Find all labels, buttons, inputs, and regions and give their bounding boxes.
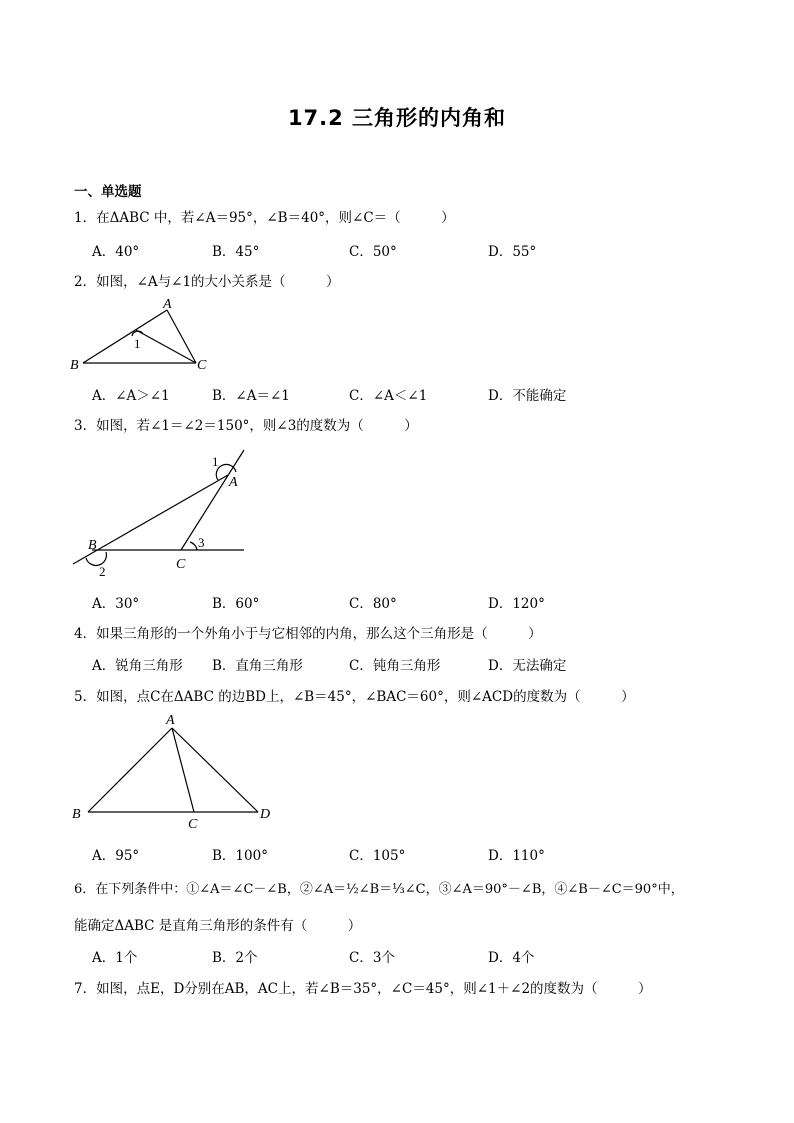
question-6-stem-line2: 能确定ΔABC 是直角三角形的条件有（ ） [74, 918, 362, 934]
question-7-stem: 7．如图，点E，D分别在AB，AC上，若∠B＝35°，∠C＝45°，则∠1＋∠2的度数为（ ） [74, 981, 652, 997]
question-3-stem: 3．如图，若∠1＝∠2＝150°，则∠3的度数为（ ） [74, 418, 418, 434]
question-6-stem: 6．在下列条件中：①∠A＝∠C－∠B，②∠A＝½∠B＝⅓∠C，③∠A＝90°－∠B，④∠B－∠C＝90°中， [74, 882, 684, 897]
q5-option-b: B．100° [212, 848, 268, 864]
q5-label-c: C [188, 817, 198, 832]
q1-option-b: B．45° [212, 244, 260, 260]
q2-option-d: D．不能确定 [488, 388, 567, 404]
q5-label-a: A [166, 713, 175, 728]
q1-option-d: D．55° [488, 244, 537, 260]
q3-label-angle2: 2 [99, 564, 106, 579]
q2-option-a: A．∠A＞∠1 [92, 388, 170, 404]
q6-option-a: A．1个 [92, 950, 138, 966]
section-heading: 一、单选题 [74, 184, 142, 200]
q4-option-b: B．直角三角形 [212, 658, 303, 674]
q2-figure [66, 292, 226, 374]
q5-option-d: D．110° [488, 848, 545, 864]
question-2-stem: 2．如图，∠A与∠1的大小关系是（ ） [74, 274, 340, 290]
q4-option-d: D．无法确定 [488, 658, 567, 674]
q2-option-c: C．∠A＜∠1 [349, 388, 428, 404]
q5-figure [66, 708, 286, 832]
question-5-stem: 5．如图，点C在ΔABC 的边BD上，∠B＝45°，∠BAC＝60°，则∠ACD的度数为（ ） [74, 689, 635, 705]
question-4-stem: 4．如果三角形的一个外角小于与它相邻的内角，那么这个三角形是（ ） [74, 626, 542, 642]
q3-option-d: D．120° [488, 596, 545, 612]
q3-option-a: A．30° [92, 596, 140, 612]
q2-label-c: C [197, 358, 207, 373]
q3-option-b: B．60° [212, 596, 260, 612]
q2-label-angle1: 1 [134, 336, 141, 351]
q2-option-b: B．∠A＝∠1 [212, 388, 290, 404]
q3-figure [66, 442, 256, 582]
q3-label-a: A [229, 475, 238, 490]
q5-option-a: A．95° [92, 848, 140, 864]
q1-option-a: A．40° [92, 244, 140, 260]
q3-label-c: C [176, 557, 186, 572]
q3-option-c: C．80° [349, 596, 397, 612]
q6-option-d: D．4个 [488, 950, 535, 966]
q6-option-b: B．2个 [212, 950, 258, 966]
q3-label-angle3: 3 [198, 535, 205, 550]
q4-option-c: C．钝角三角形 [349, 658, 441, 674]
q1-option-c: C．50° [349, 244, 397, 260]
q5-label-d: D [260, 807, 271, 822]
page-title: 17.2 三角形的内角和 [287, 106, 507, 130]
question-1-stem: 1．在ΔABC 中，若∠A＝95°，∠B＝40°，则∠C＝（ ） [74, 210, 455, 226]
q6-option-c: C．3个 [349, 950, 395, 966]
q3-label-b: B [88, 538, 97, 553]
q2-label-a: A [163, 297, 172, 312]
q2-label-b: B [70, 358, 79, 373]
q4-option-a: A．锐角三角形 [92, 658, 183, 674]
q3-label-angle1: 1 [212, 454, 219, 469]
q5-label-b: B [72, 807, 81, 822]
q5-option-c: C．105° [349, 848, 406, 864]
